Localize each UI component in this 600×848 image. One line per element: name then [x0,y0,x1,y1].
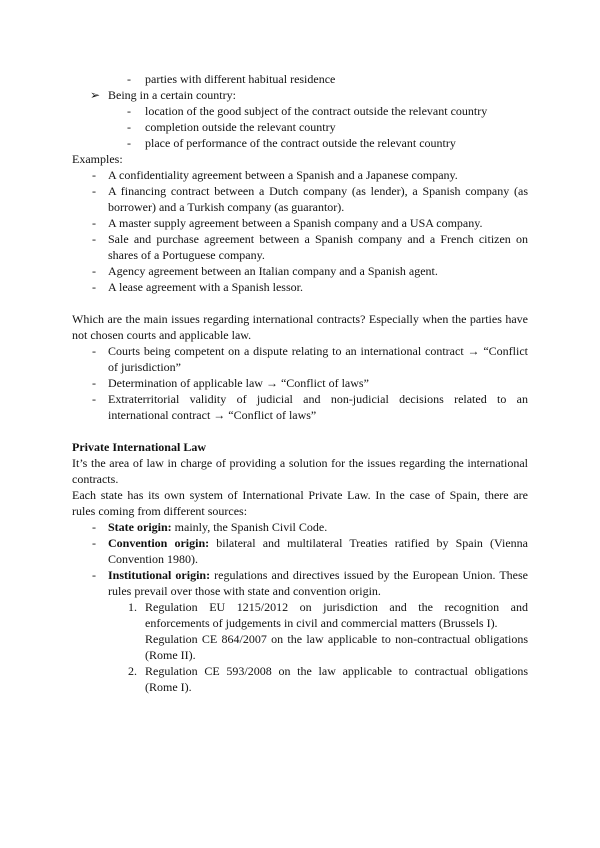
dash-bullet: - [92,392,96,406]
line-text [72,487,528,503]
text-line [0,503,600,519]
text-line [0,599,600,615]
text-line [0,135,600,151]
line-content: international contract → “Conflict of laws” [108,408,317,422]
line-content: Determination of applicable law → “Conflict of laws” [108,376,369,390]
line-content: A lease agreement with a Spanish lessor. [108,280,303,294]
text-line [0,567,600,583]
dash-bullet: - [127,72,131,86]
line-text [108,279,303,295]
section-heading [0,439,600,455]
dash-bullet: - [92,184,96,198]
line-content: completion outside the relevant country [145,120,336,134]
line-content: bilateral and multilateral Treaties ratified by Spain (Vienna [209,536,528,550]
dash-bullet: - [127,136,131,150]
text-line [0,167,600,183]
line-text [72,439,206,455]
line-content: Being in a certain country: [108,88,236,102]
line-content: borrower) and a Turkish company (as guarantor). [108,200,345,214]
line-text [108,215,482,231]
line-text [145,631,528,647]
line-content: (Rome I). [145,680,192,694]
line-text [108,247,265,263]
line-text [145,615,498,631]
dash-bullet: - [92,280,96,294]
line-text [145,663,528,679]
dash-bullet: - [92,216,96,230]
line-content: Examples: [72,152,123,166]
line-text [145,599,528,615]
line-content: place of performance of the contract outside the relevant country [145,136,456,150]
line-content: rules prevail over those with state and convention origin. [108,584,381,598]
line-content: A confidentiality agreement between a Spanish and a Japanese company. [108,168,458,182]
text-line [0,615,600,631]
line-text [72,471,118,487]
list-number: 1. [128,600,137,614]
text-line [0,119,600,135]
line-text [108,183,528,199]
text-line [0,583,600,599]
text-line [0,519,600,535]
line-content: A master supply agreement between a Spanish company and a USA company. [108,216,483,230]
line-text [108,583,381,599]
line-text [108,343,528,359]
line-content: (Rome II). [145,648,196,662]
text-line [0,263,600,279]
dash-bullet: - [92,536,96,550]
line-content: regulations and directives issued by the European Union. These [210,568,528,582]
line-content: It’s the area of law in charge of providing a solution for the issues regarding the international [72,456,528,470]
dash-bullet: - [92,568,96,582]
line-text [145,71,335,87]
line-content: parties with different habitual residence [145,72,336,86]
line-text [108,391,528,407]
line-content: Each state has its own system of International Private Law. In the case of Spain, there are [72,488,528,502]
line-content: Courts being competent on a dispute relating to an international contract → “Conflict [108,344,528,358]
line-text [108,167,458,183]
text-line [0,375,600,391]
line-text [108,567,528,583]
line-text [108,551,198,567]
line-content: enforcements of judgements in civil and commercial matters (Brussels I). [145,616,498,630]
line-content: Convention 1980). [108,552,198,566]
arrow-bullet-icon: ➢ [90,88,101,102]
dash-bullet: - [127,104,131,118]
line-content: Regulation EU 1215/2012 on jurisdiction and the recognition and [145,600,528,614]
line-content: location of the good subject of the contract outside the relevant country [145,104,488,118]
line-content: not chosen courts and applicable law. [72,328,252,342]
bold-label: State origin: [108,520,172,534]
text-line [0,391,600,407]
line-text [145,135,456,151]
line-text [108,199,344,215]
line-text [108,519,327,535]
bold-label: Institutional origin: [108,568,211,582]
text-line [0,215,600,231]
text-line [0,87,600,103]
line-text [108,87,236,103]
text-line [0,551,600,567]
bold-label: Convention origin: [108,536,210,550]
text-line [0,407,600,423]
dash-bullet: - [92,344,96,358]
line-text [108,231,528,247]
text-line [0,535,600,551]
text-line [0,631,600,647]
line-text [145,103,487,119]
line-text [145,119,336,135]
dash-bullet: - [127,120,131,134]
text-line [0,327,600,343]
line-content: Regulation CE 593/2008 on the law applicable to contractual obligations [145,664,528,678]
text-line [0,231,600,247]
line-text [108,375,369,391]
text-line [0,151,600,167]
line-content: Sale and purchase agreement between a Spanish company and a French citizen on [108,232,528,246]
line-text [145,647,196,663]
dash-bullet: - [92,520,96,534]
line-content: contracts. [72,472,119,486]
line-content: A financing contract between a Dutch company (as lender), a Spanish company (as [108,184,528,198]
line-content: mainly, the Spanish Civil Code. [171,520,328,534]
text-line [0,679,600,695]
line-content: shares of a Portuguese company. [108,248,265,262]
line-text [72,311,528,327]
dash-bullet: - [92,232,96,246]
line-content: Extraterritorial validity of judicial and non-judicial decisions related to an [108,392,528,406]
text-line [0,103,600,119]
line-text [145,679,192,695]
text-line [0,279,600,295]
text-line [0,183,600,199]
text-line [0,247,600,263]
blank-line [0,423,600,439]
line-content: of jurisdiction” [108,360,181,374]
text-line [0,647,600,663]
text-line [0,359,600,375]
text-line [0,343,600,359]
line-content: Private International Law [72,440,206,454]
line-content: Agency agreement between an Italian company and a Spanish agent. [108,264,438,278]
text-line [0,199,600,215]
text-line [0,71,600,87]
line-text [108,535,528,551]
text-line [0,311,600,327]
dash-bullet: - [92,376,96,390]
blank-line [0,295,600,311]
line-text [72,503,247,519]
text-line [0,663,600,679]
line-text [108,263,438,279]
text-line [0,471,600,487]
line-text [72,327,251,343]
dash-bullet: - [92,168,96,182]
line-text [72,151,123,167]
text-line [0,487,600,503]
line-content: Which are the main issues regarding international contracts? Especially when the parties have [72,312,528,326]
dash-bullet: - [92,264,96,278]
line-text [108,407,316,423]
line-text [72,455,528,471]
line-text [108,359,181,375]
line-content: Regulation CE 864/2007 on the law applicable to non-contractual obligations [145,632,528,646]
text-line [0,455,600,471]
line-content: rules coming from different sources: [72,504,248,518]
list-number: 2. [128,664,137,678]
